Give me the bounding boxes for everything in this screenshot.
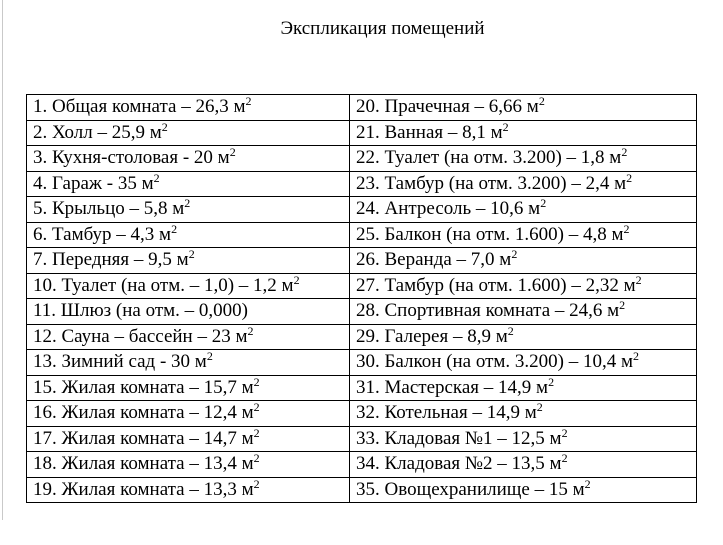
unit-exponent: 2 — [253, 400, 260, 415]
room-label: 1. Общая комната – 26,3 м — [33, 96, 246, 118]
room-label: 35. Овощехранилище – 15 м — [356, 478, 585, 500]
room-label: 5. Крыльцо – 5,8 м — [33, 198, 185, 220]
unit-exponent: 2 — [184, 196, 191, 211]
room-label: 19. Жилая комната – 13,3 м — [33, 478, 254, 500]
unit-exponent: 2 — [253, 451, 260, 466]
room-cell-right — [350, 146, 697, 172]
room-cell-left — [27, 375, 350, 401]
room-cell-left — [27, 401, 350, 427]
room-label: 27. Тамбур (на отм. 1.600) – 2,32 м — [356, 274, 636, 296]
table-row — [27, 222, 697, 248]
room-label: 33. Кладовая №1 – 12,5 м — [356, 427, 562, 449]
room-label: 29. Галерея – 8,9 м — [356, 325, 508, 347]
page-edge-divider — [2, 0, 3, 520]
rooms-table — [26, 94, 697, 503]
room-label: 11. Шлюз (на отм. – 0,000) — [33, 300, 248, 322]
room-label: 32. Котельная – 14,9 м — [356, 402, 537, 424]
room-cell-right — [350, 477, 697, 503]
table-row — [27, 171, 697, 197]
room-cell-right — [350, 273, 697, 299]
room-cell-right — [350, 426, 697, 452]
room-cell-left — [27, 248, 350, 274]
unit-exponent: 2 — [293, 273, 300, 287]
unit-exponent: 2 — [247, 324, 254, 338]
unit-exponent: 2 — [584, 477, 591, 491]
room-cell-right — [350, 401, 697, 427]
room-cell-left — [27, 350, 350, 376]
unit-exponent: 2 — [633, 349, 640, 364]
table-row — [27, 375, 697, 401]
unit-exponent: 2 — [619, 298, 626, 313]
room-cell-right — [350, 375, 697, 401]
unit-exponent: 2 — [161, 120, 168, 134]
room-cell-left — [27, 273, 350, 299]
room-cell-left — [27, 197, 350, 223]
room-label: 28. Спортивная комната – 24,6 м — [356, 300, 620, 322]
unit-exponent: 2 — [507, 324, 514, 338]
page-title: Экспликация помещений — [280, 18, 485, 39]
room-label: 22. Туалет (на отм. 3.200) – 1,8 м — [356, 147, 622, 169]
room-cell-right — [350, 452, 697, 478]
unit-exponent: 2 — [188, 247, 195, 262]
room-label: 26. Веранда – 7,0 м — [356, 249, 512, 271]
room-label: 12. Сауна – бассейн – 23 м — [33, 325, 248, 347]
room-cell-right — [350, 299, 697, 325]
unit-exponent: 2 — [561, 426, 568, 440]
unit-exponent: 2 — [623, 222, 630, 236]
room-cell-right — [350, 248, 697, 274]
room-label: 3. Кухня-столовая - 20 м — [33, 147, 230, 169]
unit-exponent: 2 — [502, 120, 509, 134]
unit-exponent: 2 — [626, 171, 633, 185]
room-label: 7. Передняя – 9,5 м — [33, 249, 189, 271]
room-label: 20. Прачечная – 6,66 м — [356, 96, 539, 118]
unit-exponent: 2 — [245, 94, 252, 109]
unit-exponent: 2 — [253, 426, 260, 440]
room-cell-right — [350, 171, 697, 197]
room-cell-right — [350, 120, 697, 146]
table-row — [27, 95, 697, 121]
unit-exponent: 2 — [635, 273, 642, 287]
room-label: 34. Кладовая №2 – 13,5 м — [356, 453, 562, 475]
room-cell-left — [27, 299, 350, 325]
room-label: 4. Гараж - 35 м — [33, 172, 154, 194]
table-row — [27, 350, 697, 376]
room-label: 31. Мастерская – 14,9 м — [356, 376, 549, 398]
room-cell-right — [350, 95, 697, 121]
room-cell-right — [350, 197, 697, 223]
unit-exponent: 2 — [548, 375, 555, 389]
table-row — [27, 299, 697, 325]
room-label: 30. Балкон (на отм. 3.200) – 10,4 м — [356, 351, 634, 373]
table-row — [27, 273, 697, 299]
room-cell-left — [27, 426, 350, 452]
unit-exponent: 2 — [153, 171, 160, 185]
room-label: 2. Холл – 25,9 м — [33, 121, 162, 143]
rooms-table-body — [27, 95, 697, 503]
room-label: 24. Антресоль – 10,6 м — [356, 198, 541, 220]
table-row — [27, 197, 697, 223]
room-cell-left — [27, 477, 350, 503]
unit-exponent: 2 — [253, 477, 260, 491]
room-label: 18. Жилая комната – 13,4 м — [33, 453, 254, 475]
unit-exponent: 2 — [229, 145, 236, 160]
room-label: 6. Тамбур – 4,3 м — [33, 223, 172, 245]
unit-exponent: 2 — [253, 375, 260, 389]
table-row — [27, 146, 697, 172]
room-cell-left — [27, 324, 350, 350]
room-cell-left — [27, 452, 350, 478]
table-row — [27, 401, 697, 427]
unit-exponent: 2 — [538, 94, 545, 109]
room-cell-left — [27, 146, 350, 172]
table-row — [27, 324, 697, 350]
unit-exponent: 2 — [561, 451, 568, 466]
room-cell-right — [350, 324, 697, 350]
room-cell-right — [350, 350, 697, 376]
unit-exponent: 2 — [621, 145, 628, 160]
table-row — [27, 426, 697, 452]
room-cell-left — [27, 120, 350, 146]
room-cell-left — [27, 222, 350, 248]
room-label: 13. Зимний сад - 30 м — [33, 351, 207, 373]
room-cell-left — [27, 95, 350, 121]
room-label: 21. Ванная – 8,1 м — [356, 121, 503, 143]
table-row — [27, 120, 697, 146]
table-row — [27, 248, 697, 274]
room-cell-right — [350, 222, 697, 248]
unit-exponent: 2 — [206, 349, 213, 364]
room-label: 25. Балкон (на отм. 1.600) – 4,8 м — [356, 223, 624, 245]
room-label: 10. Туалет (на отм. – 1,0) – 1,2 м — [33, 274, 294, 296]
unit-exponent: 2 — [536, 400, 543, 415]
room-label: 23. Тамбур (на отм. 3.200) – 2,4 м — [356, 172, 627, 194]
room-label: 15. Жилая комната – 15,7 м — [33, 376, 254, 398]
room-cell-left — [27, 171, 350, 197]
table-row — [27, 452, 697, 478]
unit-exponent: 2 — [171, 222, 178, 236]
room-label: 16. Жилая комната – 12,4 м — [33, 402, 254, 424]
unit-exponent: 2 — [511, 247, 518, 262]
room-label: 17. Жилая комната – 14,7 м — [33, 427, 254, 449]
table-row — [27, 477, 697, 503]
unit-exponent: 2 — [540, 196, 547, 211]
